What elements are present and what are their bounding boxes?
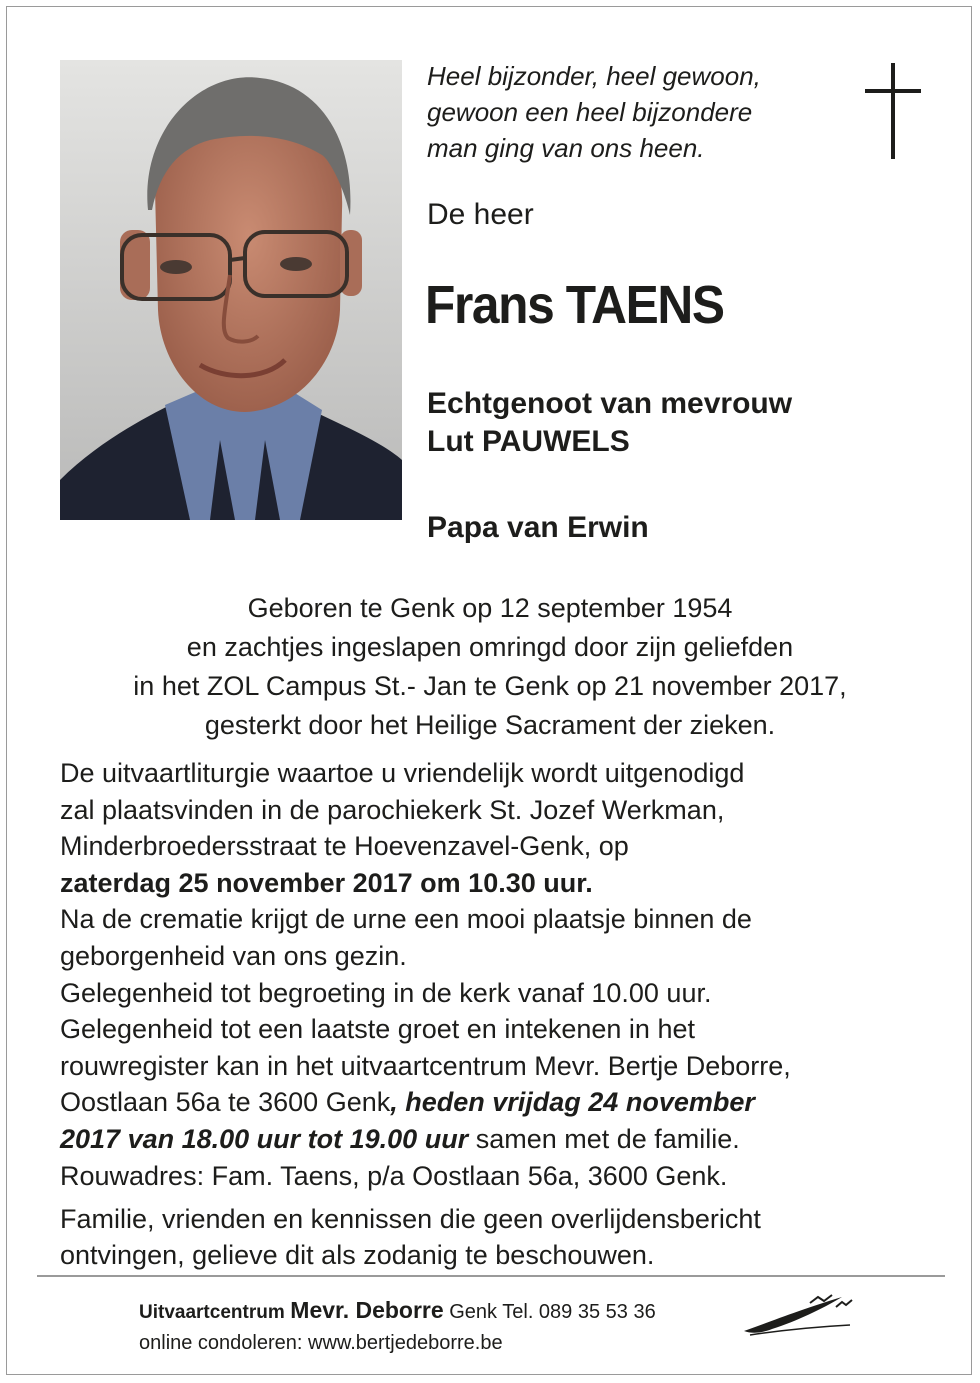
closing-note [60, 1201, 761, 1273]
spouse-line: Lut PAUWELS [427, 425, 630, 458]
online-condolence-link[interactable]: online condoleren: www.bertjedeborre.be [139, 1332, 503, 1354]
visitation-date: , heden vrijdag 24 november [390, 1087, 755, 1118]
funeral-line: rouwregister kan in het uitvaartcentrum Mevr. Bertje Deborre, [60, 1050, 791, 1081]
detail-line: in het ZOL Campus St.- Jan te Genk op 21 november 2017, [133, 671, 847, 701]
funeral-home-contact: Genk Tel. 089 35 53 36 [449, 1301, 656, 1323]
footer-divider [37, 1275, 945, 1277]
cross-icon [865, 63, 921, 159]
birth-death-details [7, 589, 973, 745]
visitation-line [60, 1084, 940, 1121]
funeral-line: geborgenheid van ons gezin. [60, 940, 407, 971]
spouse-line: Echtgenoot van mevrouw [427, 387, 793, 420]
opening-quote [427, 58, 867, 166]
funeral-date: zaterdag 25 november 2017 om 10.30 uur. [60, 867, 593, 898]
quote-line: Heel bijzonder, heel gewoon, [427, 61, 761, 91]
detail-line: en zachtjes ingeslapen omringd door zijn geliefden [186, 632, 794, 662]
closing-line: Familie, vrienden en kennissen die geen overlijdensbericht [60, 1204, 761, 1234]
funeral-line: zal plaatsvinden in de parochiekerk St. Jozef Werkman, [60, 794, 725, 825]
detail-line: gesterkt door het Heilige Sacrament der zieken. [204, 710, 776, 740]
portrait-photo [60, 60, 402, 520]
mourning-address: Rouwadres: Fam. Taens, p/a Oostlaan 56a, 3600 Genk. [60, 1160, 728, 1191]
visitation-line [60, 1121, 940, 1158]
quote-line: gewoon een heel bijzondere [427, 97, 753, 127]
funeral-line: De uitvaartliturgie waartoe u vriendelijk wordt uitgenodigd [60, 758, 745, 788]
salutation: De heer [427, 198, 534, 231]
funeral-details [60, 755, 940, 1194]
funeral-home-name: Mevr. Deborre [290, 1297, 444, 1323]
visitation-address: Oostlaan 56a te 3600 Genk [60, 1087, 391, 1118]
closing-line: ontvingen, gelieve dit als zodanig te beschouwen. [60, 1240, 655, 1270]
spouse-info [427, 385, 792, 461]
obituary-card [6, 6, 972, 1375]
funeral-home-label: Uitvaartcentrum [139, 1302, 285, 1323]
funeral-home-line [139, 1295, 656, 1328]
parent-info: Papa van Erwin [427, 511, 649, 544]
funeral-line: Na de crematie krijgt de urne een mooi plaatsje binnen de [60, 904, 752, 935]
detail-line: Geboren te Genk op 12 september 1954 [247, 593, 733, 623]
quote-line: man ging van ons heen. [427, 133, 705, 163]
funeral-line: Gelegenheid tot begroeting in de kerk vanaf 10.00 uur. [60, 977, 712, 1008]
funeral-home-footer [139, 1295, 656, 1358]
birds-logo [742, 1291, 857, 1339]
funeral-line: Gelegenheid tot een laatste groet en intekenen in het [60, 1014, 695, 1045]
deceased-name: Frans TAENS [425, 275, 724, 335]
funeral-line: Minderbroedersstraat te Hoevenzavel-Genk, op [60, 831, 629, 862]
visitation-note: samen met de familie. [468, 1123, 740, 1154]
visitation-time: 2017 van 18.00 uur tot 19.00 uur [60, 1123, 469, 1154]
